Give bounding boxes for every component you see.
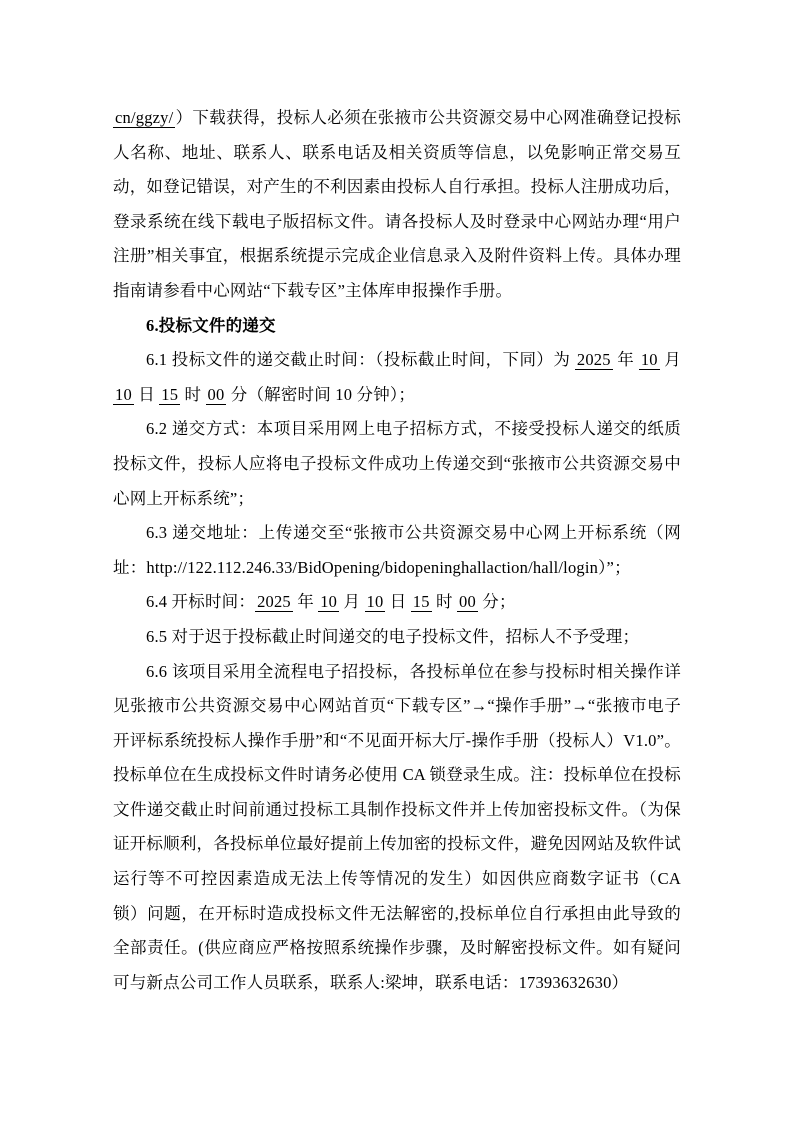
text-segment: ）下载获得，投标人必须在张掖市公共资源交易中心网准确登记投标人名称、地址、联系人、联系电话及相关资质等信息，以免影响正常交易互动，如登记错误，对产生的不利因素由投标人自行承担。投标人注册成功后，登录系统在线下载电子版招标文件。请各投标人及时登录中心网站办理“用户注册”相关事宜，根据系统提示完成企业信息录入及附件资料上传。具体办理指南请参看中心网站“下载专区”主体库申报操作手册。 bbox=[113, 108, 681, 300]
text-segment: 6.5 对于迟于投标截止时间递交的电子投标文件，招标人不予受理； bbox=[146, 626, 640, 646]
para-registration-continuation bbox=[113, 101, 681, 309]
text-segment: 6.3 递交地址：上传递交至“张掖市公共资源交易中心网上开标系统（网址：http://122.112.246.33/BidOpening/bidopeninghallaction/hall/login）”； bbox=[113, 523, 681, 577]
para-6-4-opening-time bbox=[113, 585, 681, 620]
underlined-text: 15 bbox=[161, 384, 179, 404]
underlined-text: 10 bbox=[366, 592, 384, 612]
underlined-text: 2025 bbox=[576, 350, 611, 370]
text-segment: 6.6 该项目采用全流程电子招投标，各投标单位在参与投标时相关操作详见张掖市公共资源交易中心网站首页“下载专区”→“操作手册”→“张掖市电子开评标系统投标人操作手册”和“不见面开标大厅-操作手册（投标人）V1.0”。投标单位在生成投标文件时请务必使用 CA 锁登录生成。注：投标单位在投标文件递交截止时间前通过投标工具制作投标文件并上传加密投标文件。（为保证开标顺利，各投标单位最好提前上传加密的投标文件，避免因网站及软件试运行等不可控因素造成无法上传等情况的发生）如因供应商数字证书（CA 锁）问题，在开标时造成投标文件无法解密的,投标单位自行承担由此导致的全部责任。(供应商应严格按照系统操作步骤，及时解密投标文件。如有疑问可与新点公司工作人员联系，联系人:梁坤，联系电话：17393632630） bbox=[113, 661, 681, 992]
underlined-text: 2025 bbox=[257, 592, 291, 612]
text-segment: 月 bbox=[659, 350, 681, 370]
para-6-5-late-submission bbox=[113, 620, 681, 655]
underlined-text: 15 bbox=[412, 592, 430, 612]
para-6-3-address bbox=[113, 516, 681, 585]
text-segment: 时 bbox=[180, 384, 206, 404]
underlined-text: 10 bbox=[320, 592, 338, 612]
underlined-text: 00 bbox=[459, 592, 476, 612]
text-segment: 6.4 开标时间： bbox=[146, 592, 256, 612]
text-segment: 时 bbox=[431, 592, 458, 612]
text-segment: 日 bbox=[385, 592, 411, 612]
text-segment: 年 bbox=[612, 350, 639, 370]
heading-section-6 bbox=[113, 309, 681, 344]
text-segment: 年 bbox=[292, 592, 319, 612]
text-segment: 6.1 投标文件的递交截止时间：（投标截止时间，下同）为 bbox=[146, 350, 575, 370]
text-segment: 6.投标文件的递交 bbox=[146, 315, 276, 335]
underlined-text: cn/ggzy/ bbox=[115, 108, 174, 127]
text-segment: 6.2 递交方式：本项目采用网上电子招标方式，不接受投标人递交的纸质投标文件，投标人应将电子投标文件成功上传递交到“张掖市公共资源交易中心网上开标系统”； bbox=[113, 419, 681, 508]
text-segment: 分； bbox=[477, 592, 516, 612]
underlined-text: 10 bbox=[640, 350, 658, 370]
para-6-6-e-bidding-notes bbox=[113, 655, 681, 1001]
text-segment: 月 bbox=[339, 592, 365, 612]
document-body bbox=[113, 101, 681, 1000]
para-6-2-method bbox=[113, 412, 681, 516]
text-segment: 分（解密时间 10 分钟）； bbox=[226, 384, 416, 404]
text-segment: 日 bbox=[133, 384, 160, 404]
underlined-text: 10 bbox=[115, 384, 132, 404]
para-6-1-deadline bbox=[113, 343, 681, 412]
underlined-text: 00 bbox=[207, 384, 225, 404]
